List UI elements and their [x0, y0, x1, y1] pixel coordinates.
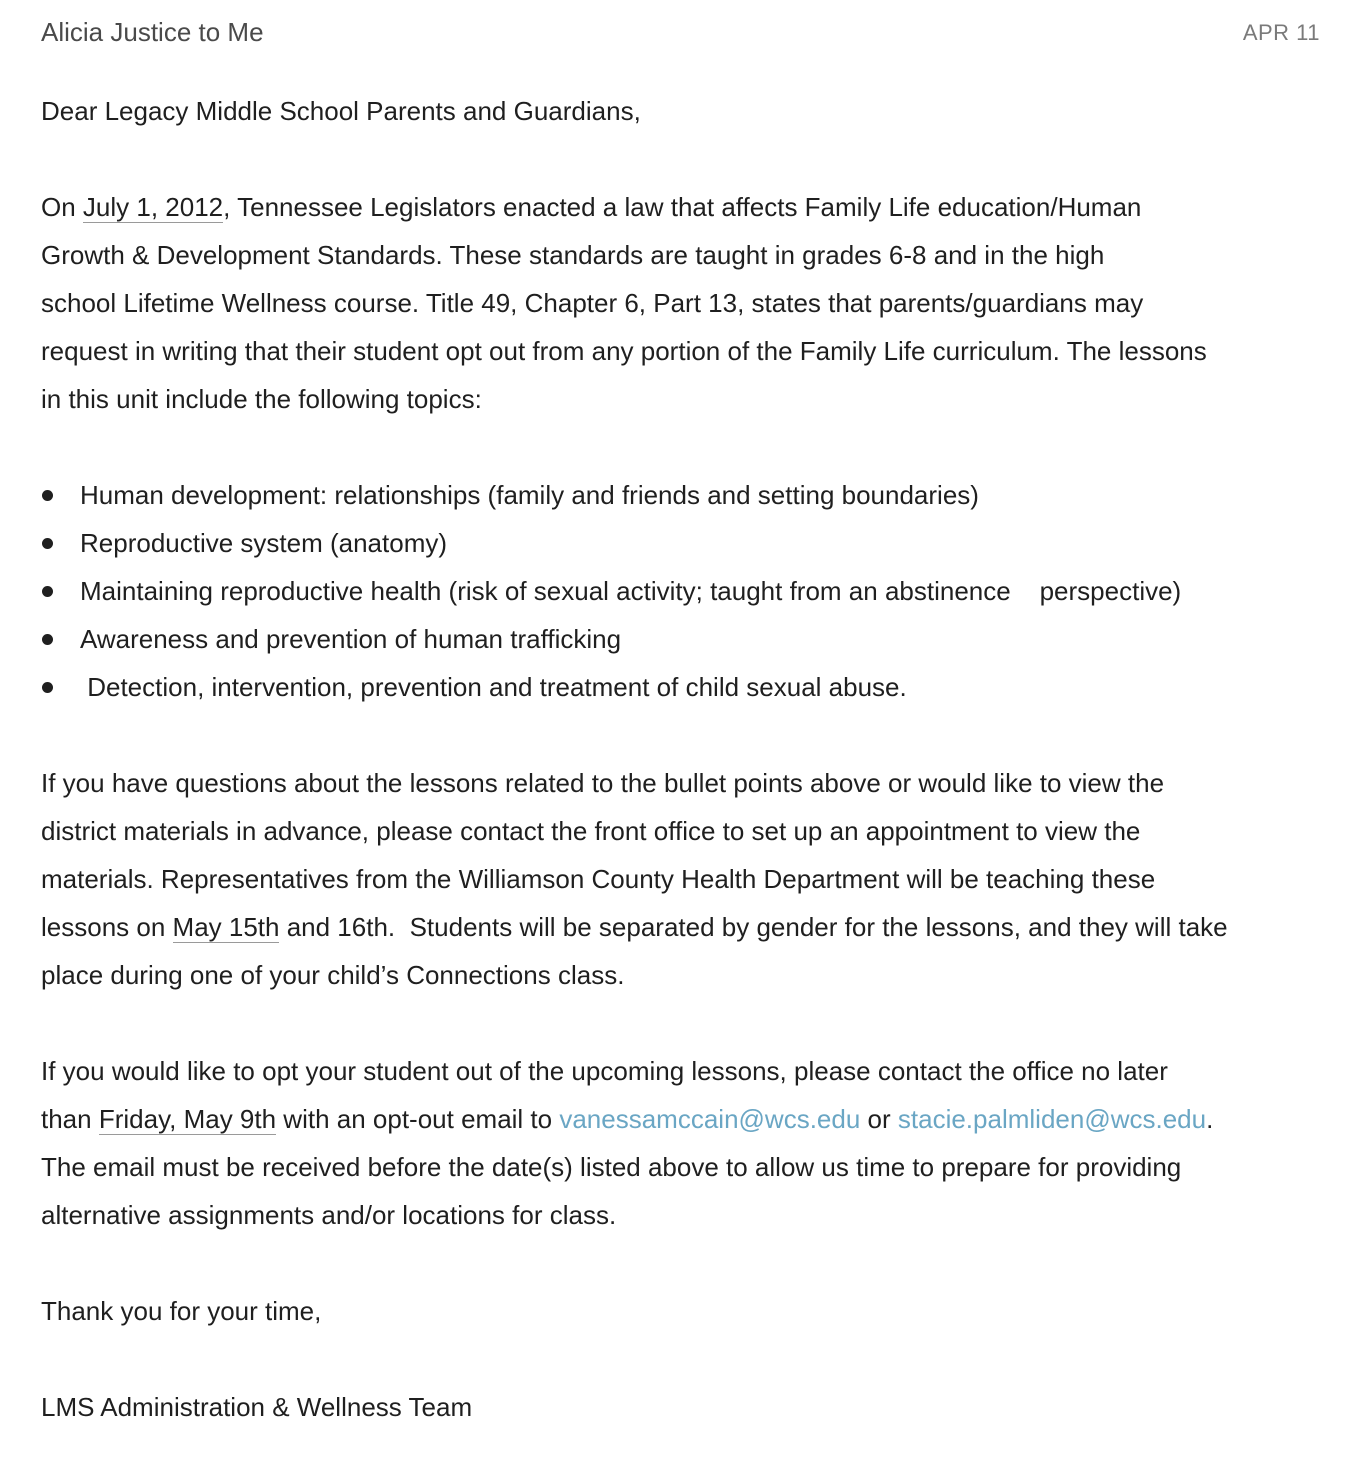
- bullet-icon: [42, 682, 53, 693]
- paragraph-line: If you have questions about the lessons related to the bullet points above or would like to view the: [41, 768, 1165, 798]
- email-link-stacie[interactable]: stacie.palmliden@wcs.edu: [897, 1104, 1207, 1134]
- date-link-friday-may-9th[interactable]: Friday, May 9th: [98, 1104, 277, 1134]
- email-header: [41, 0, 1323, 64]
- paragraph-line: request in writing that their student opt out from any portion of the Family Life curriculum. The lessons: [41, 336, 1207, 366]
- list-item-text: Maintaining reproductive health (risk of sexual activity; taught from an abstinence perspective): [80, 576, 1182, 606]
- email-link-vanessa[interactable]: vanessamccain@wcs.edu: [559, 1104, 861, 1134]
- signature: LMS Administration & Wellness Team: [41, 1392, 473, 1422]
- paragraph-line: materials. Representatives from the Williamson County Health Department will be teaching these: [41, 864, 1156, 894]
- list-item: [41, 663, 1323, 711]
- text-fragment: .: [1206, 1104, 1214, 1134]
- email-date: APR 11: [1242, 20, 1320, 45]
- sender-line[interactable]: Alicia Justice to Me: [41, 17, 264, 47]
- paragraph-line: district materials in advance, please contact the front office to set up an appointment to view the: [41, 816, 1141, 846]
- paragraph-line: in this unit include the following topics:: [41, 384, 482, 414]
- text-fragment: than: [41, 1104, 99, 1134]
- bullet-icon: [42, 490, 53, 501]
- text-fragment: On: [41, 192, 83, 222]
- bullet-icon: [42, 634, 53, 645]
- text-fragment: , Tennessee Legislators enacted a law that affects Family Life education/Human: [223, 192, 1142, 222]
- email-view: [41, 0, 1323, 1479]
- list-item: [41, 615, 1323, 663]
- list-item-text: Human development: relationships (family and friends and setting boundaries): [80, 480, 979, 510]
- text-fragment: lessons on: [41, 912, 173, 942]
- greeting: Dear Legacy Middle School Parents and Guardians,: [41, 96, 641, 126]
- paragraph-line: If you would like to opt your student out of the upcoming lessons, please contact the office no later: [41, 1056, 1168, 1086]
- list-item: [41, 567, 1323, 615]
- paragraph-line: [41, 1095, 1323, 1143]
- paragraph-opt-out: [41, 1047, 1323, 1239]
- paragraph-law: [41, 183, 1323, 423]
- paragraph-line: alternative assignments and/or locations for class.: [41, 1200, 617, 1230]
- text-fragment: and 16th. Students will be separated by gender for the lessons, and they will take: [279, 912, 1228, 942]
- topics-list: [41, 471, 1323, 711]
- paragraph-line: place during one of your child’s Connections class.: [41, 960, 625, 990]
- paragraph-questions: [41, 759, 1323, 999]
- date-link-may-15th[interactable]: May 15th: [172, 912, 280, 942]
- paragraph-line: school Lifetime Wellness course. Title 49, Chapter 6, Part 13, states that parents/guardians may: [41, 288, 1144, 318]
- bullet-icon: [42, 538, 53, 549]
- date-link-july-1-2012[interactable]: July 1, 2012: [82, 192, 224, 222]
- email-body: [41, 87, 1323, 1431]
- list-item: [41, 471, 1323, 519]
- bullet-icon: [42, 586, 53, 597]
- list-item-text: Awareness and prevention of human trafficking: [80, 624, 622, 654]
- paragraph-line: [41, 183, 1323, 231]
- text-fragment: or: [860, 1104, 898, 1134]
- paragraph-line: Growth & Development Standards. These standards are taught in grades 6-8 and in the high: [41, 240, 1105, 270]
- list-item-text: Reproductive system (anatomy): [80, 528, 448, 558]
- closing: Thank you for your time,: [41, 1296, 322, 1326]
- paragraph-line: [41, 903, 1323, 951]
- paragraph-line: The email must be received before the date(s) listed above to allow us time to prepare for providing: [41, 1152, 1182, 1182]
- list-item-text: Detection, intervention, prevention and treatment of child sexual abuse.: [80, 672, 907, 702]
- list-item: [41, 519, 1323, 567]
- text-fragment: with an opt-out email to: [276, 1104, 560, 1134]
